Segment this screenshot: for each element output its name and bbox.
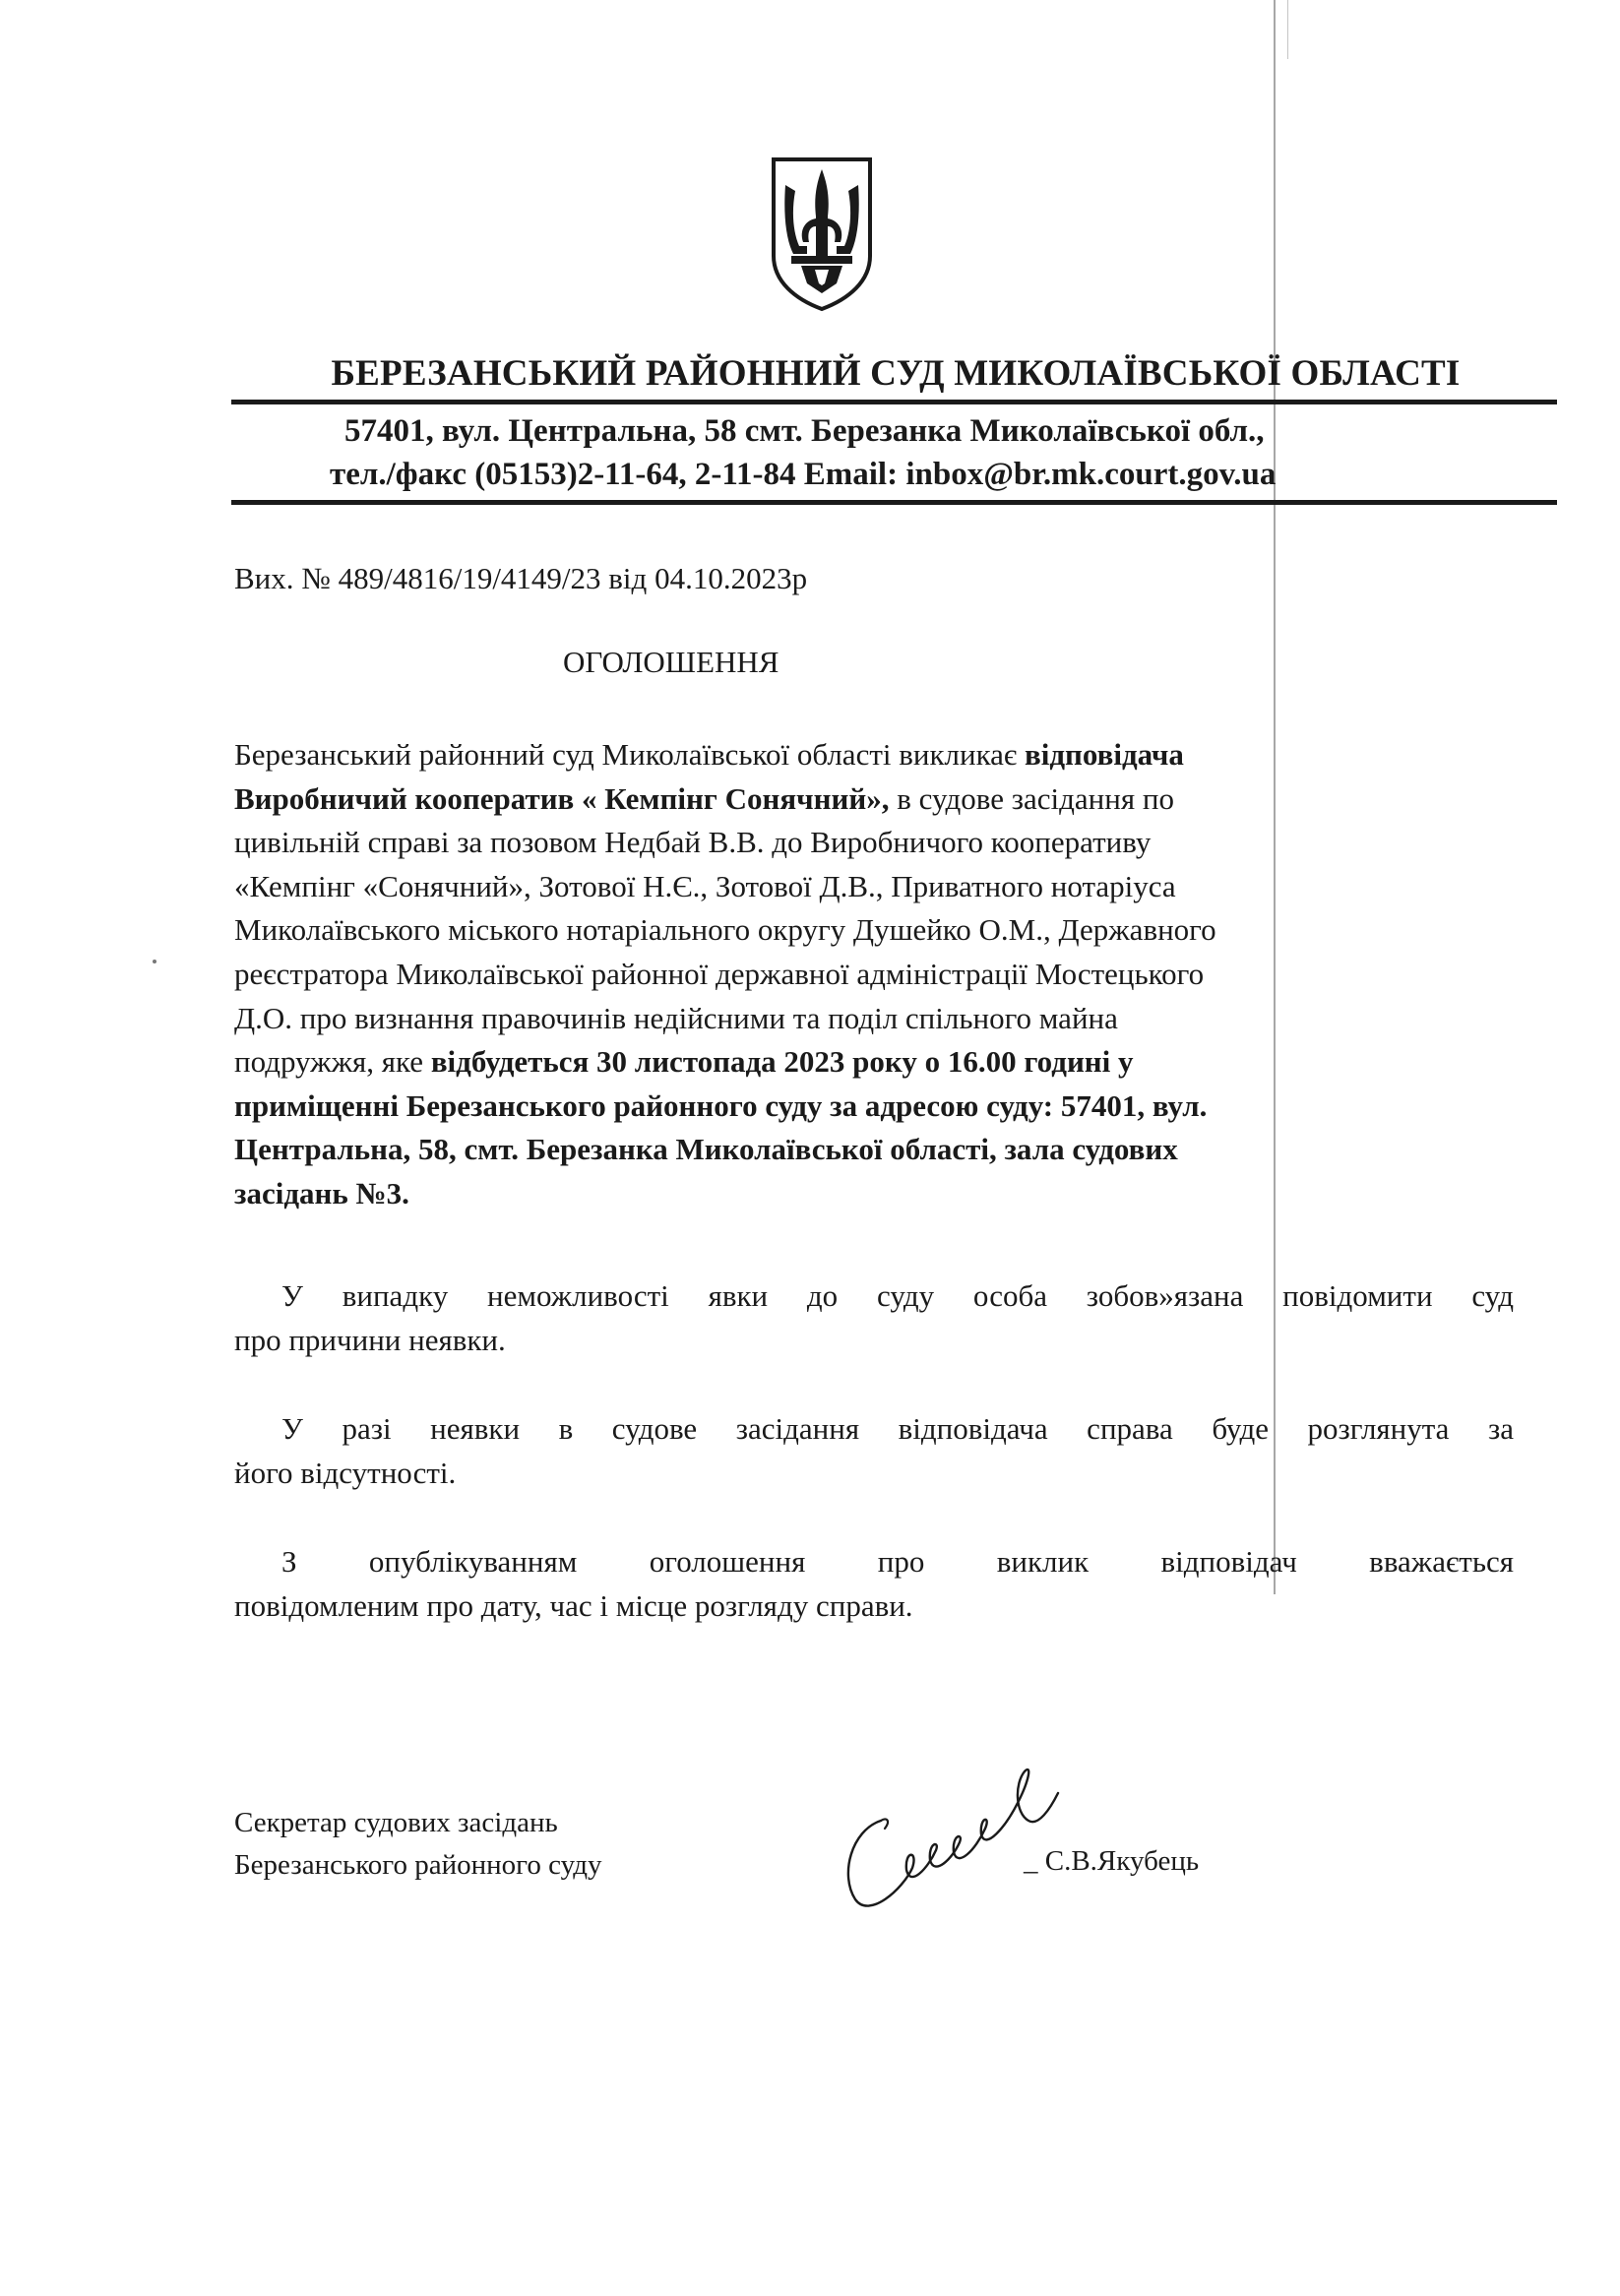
outgoing-reference-number: Вих. № 489/4816/19/4149/23 від 04.10.2023р bbox=[234, 561, 808, 595]
announcement-main-paragraph bbox=[234, 733, 1514, 1216]
text-span: Березанський районний суд Миколаївської області викликає bbox=[234, 737, 1025, 772]
hearing-location-line: приміщенні Березанського районного суду за адресою суду: 57401, вул. bbox=[234, 1087, 1208, 1123]
court-address: 57401, вул. Центральна, 58 смт. Березанка Миколаївської обл., bbox=[344, 413, 1265, 449]
text-span: подружжя, яке bbox=[234, 1044, 431, 1080]
text-span: в судове засідання по bbox=[889, 780, 1174, 816]
text-line bbox=[234, 733, 1514, 777]
hearing-location-line: засідань №3. bbox=[234, 1175, 409, 1210]
announcement-paragraph-publication bbox=[234, 1540, 1514, 1628]
text-line: Д.О. про визнання правочинів недійсними та поділ спільного майна bbox=[234, 1000, 1118, 1035]
scan-artifact-line-top bbox=[1287, 0, 1288, 59]
signer-name: _ С.В.Якубець bbox=[1024, 1845, 1200, 1877]
hearing-date-time: відбудеться 30 листопада 2023 року о 16.00 годині у bbox=[430, 1044, 1134, 1080]
signatory-position bbox=[234, 1802, 602, 1887]
text-line: повідомленим про дату, час і місце розгляду справи. bbox=[234, 1587, 913, 1623]
scan-artifact-dot bbox=[153, 960, 156, 963]
announcement-paragraph-absence-consequence bbox=[234, 1407, 1514, 1495]
text-line: цивільній справі за позовом Недбай В.В. до Виробничого кооперативу bbox=[234, 825, 1152, 860]
defendant-name: Виробничий кооператив « Кемпінг Сонячний», bbox=[234, 780, 890, 816]
court-contacts: тел./факс (05153)2-11-64, 2-11-84 Email: inbox@br.mk.court.gov.ua bbox=[330, 457, 1277, 492]
court-name-heading: БЕРЕЗАНСЬКИЙ РАЙОННИЙ СУД МИКОЛАЇВСЬКОЇ ОБЛАСТІ bbox=[331, 353, 1461, 394]
header-divider-bottom bbox=[231, 500, 1557, 505]
text-line: реєстратора Миколаївської районної державної адміністрації Мостецького bbox=[234, 956, 1205, 991]
text-line: «Кемпінг «Сонячний», Зотової Н.Є., Зотової Д.В., Приватного нотаріуса bbox=[234, 868, 1176, 903]
text-line: про причини неявки. bbox=[234, 1322, 506, 1357]
text-line: У випадку неможливості явки до суду особа зобов»язана повідомити суд bbox=[281, 1278, 1514, 1313]
announcement-paragraph-absence-notice bbox=[234, 1274, 1514, 1362]
text-line: З опублікуванням оголошення про виклик відповідач вважається bbox=[281, 1544, 1514, 1579]
handwritten-signature bbox=[822, 1703, 1097, 1929]
text-line: Миколаївського міського нотаріального округу Душейко О.М., Державного bbox=[234, 912, 1216, 948]
text-line: У разі неявки в судове засідання відповідача справа буде розглянута за bbox=[281, 1411, 1514, 1446]
trident-emblem-icon bbox=[768, 155, 876, 313]
text-line bbox=[234, 777, 1514, 822]
text-line: його відсутності. bbox=[234, 1455, 457, 1490]
text-line bbox=[234, 1040, 1514, 1085]
header-divider-top bbox=[231, 400, 1557, 404]
signatory-position-line: Березанського районного суду bbox=[234, 1849, 602, 1881]
signatory-position-line: Секретар судових засідань bbox=[234, 1807, 558, 1838]
text-span-bold: відповідача bbox=[1025, 737, 1184, 772]
announcement-title: ОГОЛОШЕННЯ bbox=[563, 645, 779, 679]
hearing-location-line: Центральна, 58, смт. Березанка Миколаївської області, зала судових bbox=[234, 1132, 1178, 1167]
